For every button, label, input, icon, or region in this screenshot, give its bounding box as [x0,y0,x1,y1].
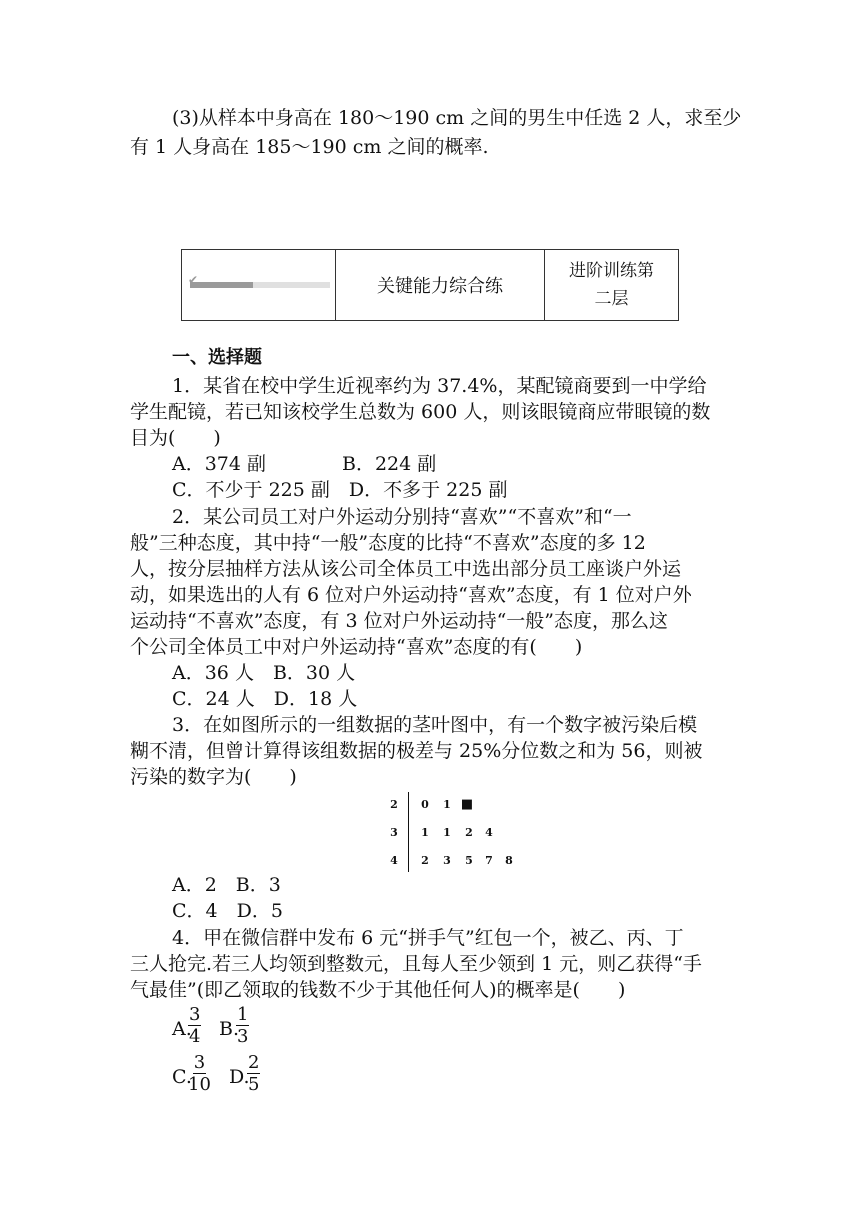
section-title: 一、选择题 [172,347,262,368]
q1-option-b: B．224 副 [342,453,437,475]
leaf-value: 1 [443,826,451,839]
q4-option-d-fraction [247,1053,260,1096]
q3-line-3: 污染的数字为( ) [130,766,297,788]
q3-line-1: 3．在如图所示的一组数据的茎叶图中，有一个数字被污染后模 [172,714,698,736]
q2-line-1: 2．某公司员工对户外运动分别持“喜欢”“不喜欢”和“一 [172,506,632,528]
q2-line-4: 动，如果选出的人有 6 位对户外运动持“喜欢”态度，有 1 位对户外 [130,584,692,606]
smudged-leaf: ■ [460,797,474,812]
leaf-value: 2 [421,854,429,867]
q3-options-a-b: A．2 B．3 [172,874,281,896]
stem-value: 3 [390,826,398,839]
q4-line-2: 三人抢完.若三人均领到整数元，且每人至少领到 1 元，则乙获得“手 [130,953,702,975]
q2-line-3: 人，按分层抽样方法从该公司全体员工中选出部分员工座谈户外运 [130,558,682,580]
q4-option-b-label: B. [219,1018,240,1040]
stem-divider [408,792,409,872]
q1-line-1: 1．某省在校中学生近视率约为 37.4%，某配镜商要到一中学给 [172,375,707,397]
q1-line-3: 目为( ) [130,427,221,449]
question-part-3-line-2: 有 1 人身高在 185～190 cm 之间的概率. [130,136,489,158]
q2-options-a-b: A．36 人 B．30 人 [172,662,356,684]
q2-options-c-d: C．24 人 D．18 人 [172,688,358,710]
fraction-denominator: 5 [248,1074,260,1095]
fraction-numerator: 3 [193,1052,206,1073]
stem-and-leaf-plot [388,792,528,874]
q3-options-c-d: C．4 D．5 [172,900,283,922]
q2-line-2: 般”三种态度，其中持“一般”态度的比持“不喜欢”态度的多 12 [130,532,646,554]
q4-option-b-fraction [236,1005,249,1048]
leaf-value: 8 [505,854,513,867]
fraction-numerator: 2 [248,1052,260,1073]
progress-bar [188,273,330,288]
q1-line-2: 学生配镜，若已知该校学生总数为 600 人，则该眼镜商应带眼镜的数 [130,401,711,423]
leaf-value: 3 [443,854,451,867]
q2-line-5: 运动持“不喜欢”态度，有 3 位对户外运动持“一般”态度，那么这 [130,610,669,632]
leaf-value: 2 [465,826,473,839]
q4-option-c-label: C. [172,1066,192,1088]
q4-option-a-fraction [188,1005,201,1048]
fraction-denominator: 4 [189,1026,201,1047]
leaf-value: 0 [421,798,429,811]
banner-title: 关键能力综合练 [336,250,545,321]
q4-option-a-label: A. [172,1018,192,1040]
leaf-value: 7 [485,854,493,867]
q2-line-6: 个公司全体员工中对户外运动持“喜欢”态度的有( ) [130,636,583,658]
leaf-value: 1 [443,798,451,811]
q4-line-3: 气最佳”(即乙领取的钱数不少于其他任何人)的概率是( ) [130,979,626,1001]
leaf-value: 5 [465,854,473,867]
banner-progress-cell [182,250,336,321]
banner-level-line-1: 进阶训练第 [569,261,654,281]
progress-bar-fill [190,282,253,288]
q4-option-c-fraction [188,1053,211,1096]
section-banner [181,249,679,321]
q1-options-c-d: C．不少于 225 副 D．不多于 225 副 [172,479,508,501]
stem-value: 2 [390,798,398,811]
fraction-numerator: 3 [189,1004,201,1025]
fraction-denominator: 3 [237,1026,249,1047]
q4-option-d-label: D. [229,1066,250,1088]
banner-level [545,250,679,321]
fraction-numerator: 1 [237,1004,249,1025]
check-icon: ✔ [188,273,199,287]
leaf-value: 1 [421,826,429,839]
fraction-denominator: 10 [188,1074,211,1095]
q4-line-1: 4．甲在微信群中发布 6 元“拼手气”红包一个，被乙、丙、丁 [172,927,684,949]
q1-option-a: A．374 副 [172,453,267,475]
stem-value: 4 [390,854,398,867]
leaf-value: 4 [485,826,493,839]
banner-level-line-2: 二层 [594,289,629,309]
question-part-3-line-1: (3)从样本中身高在 180～190 cm 之间的男生中任选 2 人，求至少 [172,107,742,129]
q3-line-2: 糊不清，但曾计算得该组数据的极差与 25%分位数之和为 56，则被 [130,740,703,762]
